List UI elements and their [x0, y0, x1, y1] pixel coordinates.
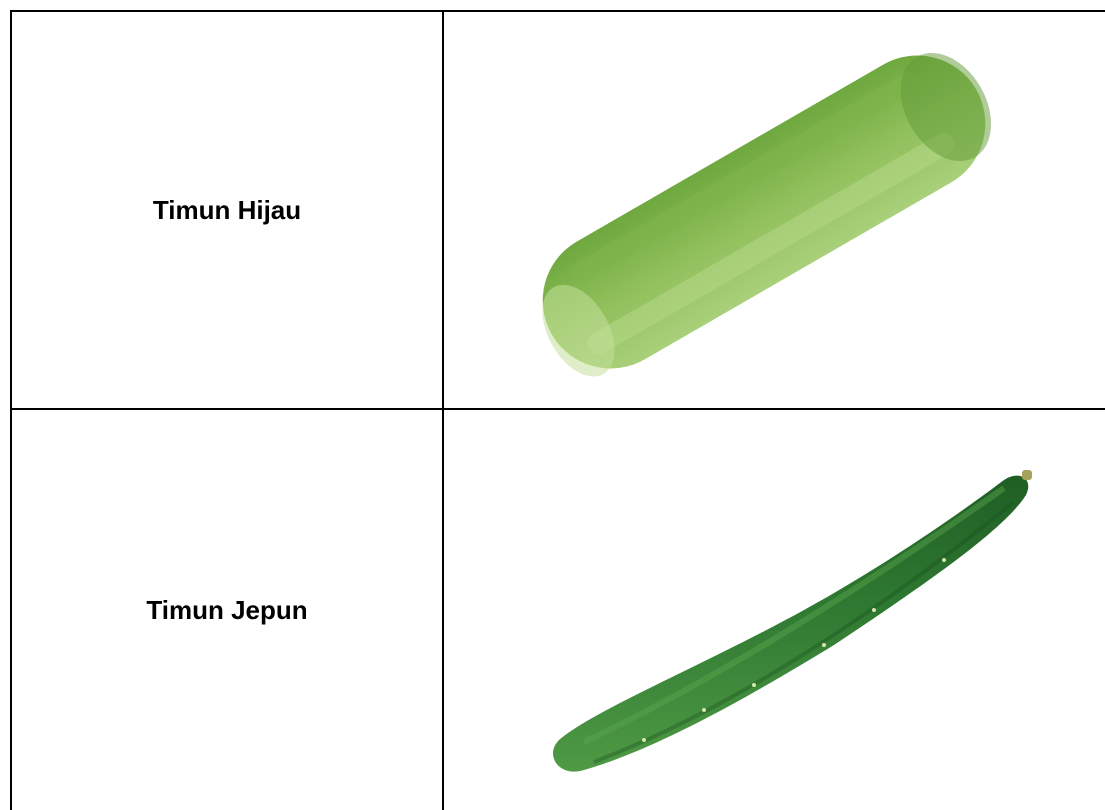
green-cucumber-image	[444, 12, 1105, 408]
table-row-label: Timun Jepun	[146, 594, 308, 625]
table-row-label: Timun Hijau	[152, 194, 302, 225]
japanese-cucumber-image	[444, 410, 1105, 810]
